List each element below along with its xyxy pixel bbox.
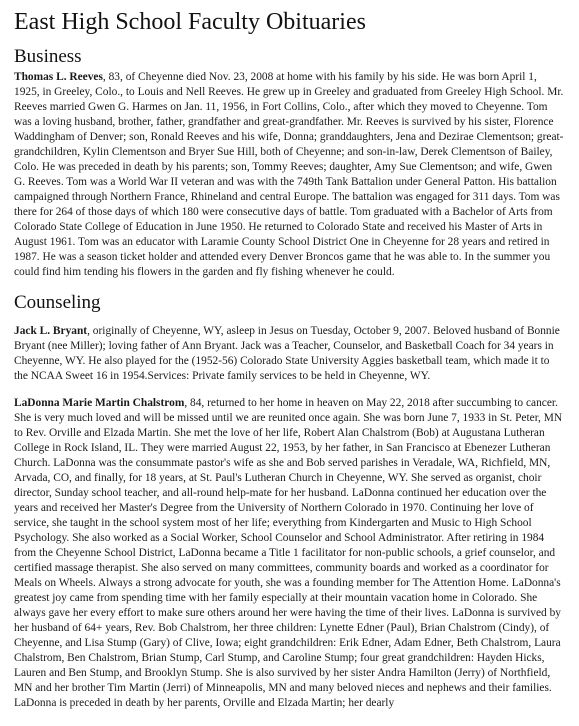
section-heading-business: Business: [14, 46, 82, 67]
page-title: East High School Faculty Obituaries: [14, 9, 366, 35]
obituary-text: , 83, of Cheyenne died Nov. 23, 2008 at home with his family by his side. He was born April 1, 1925, in Greeley, Colo., to Louis and Nell Reeves. He grew up in Greeley and graduated from Greeley High School. Mr. Reeves married Gwen G. Harmes on Jan. 11, 1956, in Fort Collins, Colo., after which they moved to Cheyenne. Tom was a loving husband, brother, father, grandfather and great-grandfather. Mr. Reeves is survived by his sister, Florence Waddingham of Denver; son, Ronald Reeves and his wife, Donna; granddaughters, Jena and Dezirae Clementson; great-grandchildren, Kylin Clementson and Bryer Sue Hill, both of Cheyenne; and son-in-law, Derek Clementson of Bailey, Colo. He was preceded in death by his parents; son, Tommy Reeves; daughter, Amy Sue Clementson; and wife, Gwen G. Reeves. Tom was a World War II veteran and was with the 749th Tank Battalion under General Patton. His battalion campaigned through Northern France, Rhineland and central Europe. The battalion was engaged for 311 days. Tom was there for 264 of those days of which 180 were consecutive days of battle. Tom graduated with a Bachelor of Arts from Colorado State College of Education in June 1950. He returned to Colorado State and received his Master of Arts in August 1961. Tom was an educator with Laramie County School District One in Cheyenne for 28 years and retired in 1987. He was a season ticket holder and attended every Denver Broncos game that he was able to. In the summer you could find him tending his flowers in the garden and fly fishing whenever he could.: [14, 71, 564, 278]
obituary-name: LaDonna Marie Martin Chalstrom: [14, 397, 185, 409]
obituary-name: Jack L. Bryant: [14, 325, 88, 337]
section-business: [14, 46, 565, 280]
section-heading-counseling: Counseling: [14, 292, 101, 313]
obituary-jack-bryant: [14, 324, 565, 384]
obituary-ladonna-chalstrom: [14, 396, 565, 711]
section-counseling: [14, 292, 565, 711]
obituary-thomas-reeves: [14, 70, 565, 280]
obituary-text: , originally of Cheyenne, WY, asleep in Jesus on Tuesday, October 9, 2007. Beloved husband of Bonnie Bryant (nee Miller); loving father of Ann Bryant. Jack was a Teacher, Counselor, and Basketball Coach for 34 years in Cheyenne, WY. He also played for the (1952-56) Colorado State University Aggies basketball team, which made it to the NCAA Sweet 16 in 1954.Services: Private family services to be held in Cheyenne, WY.: [14, 325, 560, 382]
obituary-text: , 84, returned to her home in heaven on May 22, 2018 after succumbing to cancer. She is very much loved and will be missed until we are reunited once again. She was born June 7, 1933 in St. Peter, MN to Rev. Orville and Elzada Martin. She met the love of her life, Robert Alan Chalstrom (Bob) at Augustana Lutheran College in Rock Island, IL. They were married August 22, 1953, by her father, in San Francisco at Ebenezer Lutheran Church. LaDonna was the consummate pastor's wife as she and Bob served parishes in Veradale, WA, Richfield, MN, Arvada, CO, and finally, for 18 years, at St. Paul's Lutheran Church in Cheyenne, WY. She served as organist, choir director, Sunday school teacher, and all-round help-mate for her husband. LaDonna continued her education over the years and received her Master's Degree from the University of Northern Colorado in 1970. Continuing her love of service, she taught in the school system most of her life; everything from Kindergarten and Music to High School Psychology. She also worked as a Social Worker, School Counselor and School Administrator. After retiring in 1984 from the Cheyenne School District, LaDonna became a Title 1 facilitator for non-public schools, a grief counselor, and certified massage therapist. She also served on many committees, community boards and worked as a coordinator for Meals on Wheels. Always a strong advocate for youth, she was a founding member for The Attention Home. LaDonna's greatest joy came from spending time with her family especially at their mountain vacation home in Colorado. She always gave her every effort to make sure others around her were having the time of their lives. LaDonna is survived by her husband of 64+ years, Rev. Bob Chalstrom, her three children: Lynette Edner (Paul), Brian Chalstrom (Cindy), of Cheyenne, and Lisa Stump (Gary) of Clive, Iowa; eight grandchildren: Erik Edner, Adam Edner, Beth Chalstrom, Laura Chalstrom, Ben Chalstrom, Brian Stump, Carl Stump, and Caroline Stump; four great grandchildren: Hayden Hicks, Lauren and Ben Stump, and Brooklyn Stump. She is also survived by her sister Andra Hamilton (Jerry) of Northfield, MN and her brother Tim Martin (Jerri) of Minneapolis, MN and many beloved nieces and nephews and their families. LaDonna is preceded in death by her parents, Orville and Elzada Martin; her dearly: [14, 397, 563, 709]
obituary-name: Thomas L. Reeves: [14, 71, 103, 83]
